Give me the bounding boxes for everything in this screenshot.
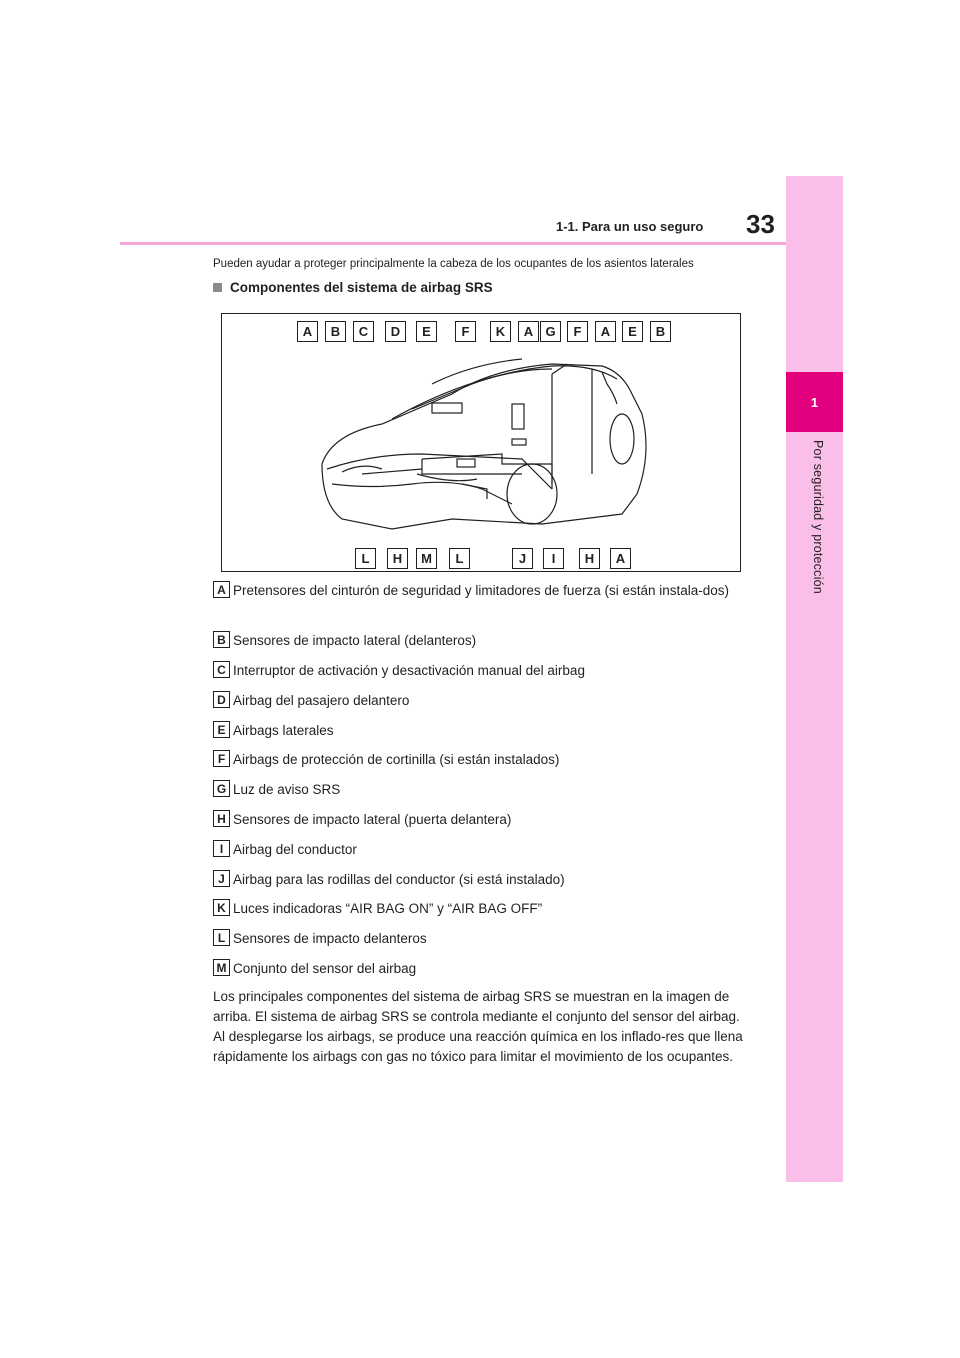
legend-item <box>213 580 753 602</box>
body-paragraph: Los principales componentes del sistema de airbag SRS se muestran en la imagen de arriba. El sistema de airbag SRS se controla mediante el conjunto del sensor del airbag. Al desplegarse los airbags, se produce una reacción química en los inflado-res que llena rápidamente los airbags con gas no tóxico para limitar el movimiento de los ocupantes. <box>213 989 743 1064</box>
legend-badge: H <box>213 810 230 827</box>
callout-top-9: G <box>540 321 561 342</box>
page-number: 33 <box>746 209 775 239</box>
car-hood <box>327 454 552 489</box>
legend-badge: E <box>213 721 230 738</box>
legend-item <box>213 660 753 682</box>
car-body-outline <box>322 364 646 529</box>
callout-bottom-5: J <box>512 548 533 569</box>
legend-text: Sensores de impacto lateral (delanteros) <box>233 633 477 648</box>
front-wheel <box>507 464 557 524</box>
chapter-number-box <box>786 372 843 432</box>
airbag-diagram <box>221 313 741 572</box>
callout-top-13: B <box>650 321 671 342</box>
car-roofline <box>392 366 617 419</box>
callout-top-11: A <box>595 321 616 342</box>
legend-item <box>213 839 753 861</box>
legend-badge: J <box>213 870 230 887</box>
callout-top-2: B <box>325 321 346 342</box>
rear-wheel <box>610 414 634 464</box>
callout-top-7: K <box>490 321 511 342</box>
callout-top-1: A <box>297 321 318 342</box>
car-illustration <box>222 314 742 573</box>
section-title: 1-1. Para un uso seguro <box>556 219 704 234</box>
legend-item <box>213 749 753 771</box>
legend-text: Conjunto del sensor del airbag <box>233 961 417 976</box>
passenger-airbag-box <box>432 403 462 413</box>
callout-bottom-3: M <box>416 548 437 569</box>
chapter-number: 1 <box>810 394 819 410</box>
legend-text: Sensores de impacto lateral (puerta delantera) <box>233 812 512 827</box>
legend-text: Airbag del pasajero delantero <box>233 693 410 708</box>
front-bumper <box>332 482 512 504</box>
callout-top-10: F <box>567 321 588 342</box>
legend-item <box>213 958 753 980</box>
intro-text: Pueden ayudar a proteger principalmente la cabeza de los ocupantes de los asientos laterales <box>213 258 694 270</box>
legend-item <box>213 928 753 950</box>
callout-bottom-2: H <box>387 548 408 569</box>
chapter-title: Por seguridad y protección <box>811 440 825 594</box>
legend-text: Airbags de protección de cortinilla (si están instalados) <box>233 752 560 767</box>
legend-item <box>213 779 753 801</box>
legend-item <box>213 630 753 652</box>
legend-badge: K <box>213 899 230 916</box>
legend-text: Luces indicadoras “AIR BAG ON” y “AIR BAG OFF” <box>233 901 543 916</box>
subheading-text: Componentes del sistema de airbag SRS <box>230 280 493 295</box>
legend-badge: I <box>213 840 230 857</box>
legend-text: Airbags laterales <box>233 723 334 738</box>
legend-text: Sensores de impacto delanteros <box>233 931 427 946</box>
callout-top-6: F <box>455 321 476 342</box>
legend-badge: F <box>213 750 230 767</box>
legend-badge: B <box>213 631 230 648</box>
door-line <box>552 369 592 484</box>
legend-text: Airbag para las rodillas del conductor (si está instalado) <box>233 872 565 887</box>
knee-airbag <box>512 439 526 445</box>
sensor-assembly-box <box>457 459 475 467</box>
legend-item <box>213 720 753 742</box>
legend-text: Airbag del conductor <box>233 842 357 857</box>
chapter-side-tab <box>786 176 843 1182</box>
legend-badge: D <box>213 691 230 708</box>
legend-badge: G <box>213 780 230 797</box>
legend-badge: L <box>213 929 230 946</box>
callout-bottom-4: L <box>449 548 470 569</box>
callout-bottom-1: L <box>355 548 376 569</box>
steering-column <box>512 404 524 429</box>
subheading <box>213 280 493 295</box>
legend-item <box>213 690 753 712</box>
legend-badge: M <box>213 959 230 976</box>
legend-badge: C <box>213 661 230 678</box>
callout-top-8: A <box>518 321 539 342</box>
legend-text: Interruptor de activación y desactivación manual del airbag <box>233 663 585 678</box>
legend-item <box>213 898 753 920</box>
legend-badge: A <box>213 581 230 598</box>
legend-text: Luz de aviso SRS <box>233 782 341 797</box>
callout-top-3: C <box>353 321 374 342</box>
legend-item <box>213 809 753 831</box>
callout-bottom-6: I <box>543 548 564 569</box>
legend-item <box>213 869 753 891</box>
header-rule <box>120 242 786 245</box>
callout-top-4: D <box>385 321 406 342</box>
callout-bottom-8: A <box>610 548 631 569</box>
callout-top-5: E <box>416 321 437 342</box>
callout-bottom-7: H <box>579 548 600 569</box>
callout-top-12: E <box>622 321 643 342</box>
bullet-square-icon <box>213 283 222 292</box>
headlight <box>342 466 382 472</box>
legend-text: Pretensores del cinturón de seguridad y limitadores de fuerza (si están instala-dos) <box>233 583 730 598</box>
grille <box>417 474 477 481</box>
